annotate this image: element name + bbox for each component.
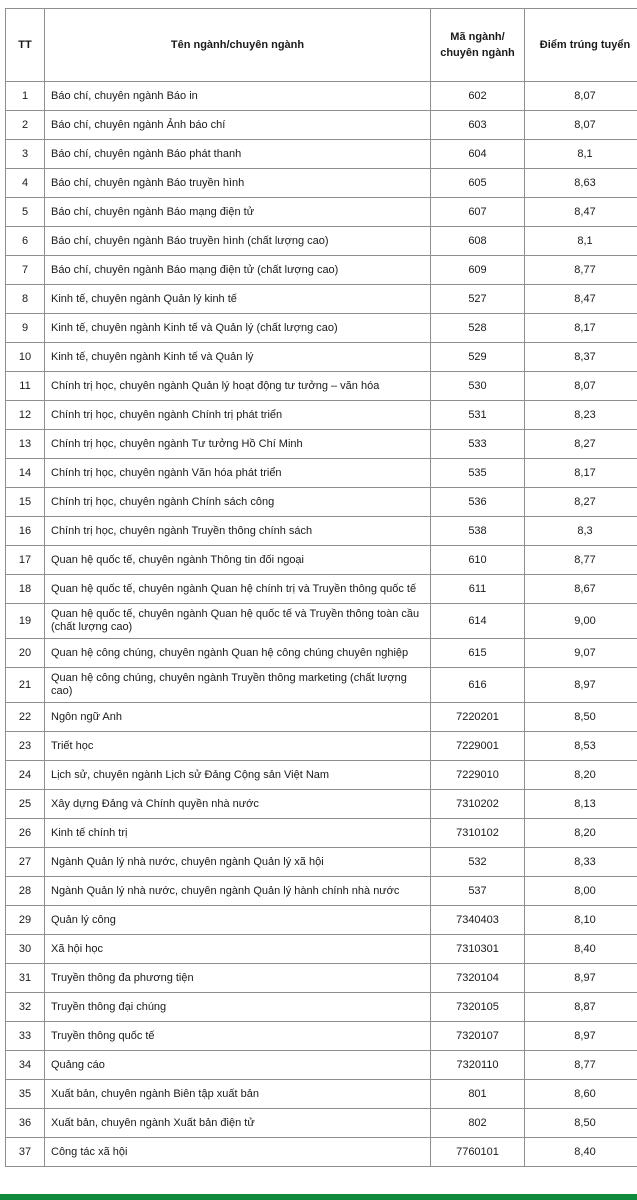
row-score: 8,07 (525, 372, 637, 401)
table-row (6, 401, 637, 430)
row-code: 535 (431, 459, 525, 488)
row-tt: 15 (6, 488, 45, 517)
table-row (6, 1109, 637, 1138)
row-score: 8,97 (525, 1022, 637, 1051)
row-tt: 13 (6, 430, 45, 459)
row-code: 532 (431, 848, 525, 877)
row-code: 611 (431, 575, 525, 604)
table-row (6, 314, 637, 343)
row-name: Kinh tế, chuyên ngành Kinh tế và Quản lý (chất lượng cao) (45, 314, 431, 343)
row-code: 603 (431, 111, 525, 140)
row-tt: 25 (6, 790, 45, 819)
row-tt: 27 (6, 848, 45, 877)
row-tt: 17 (6, 546, 45, 575)
row-tt: 9 (6, 314, 45, 343)
row-name: Kinh tế, chuyên ngành Quản lý kinh tế (45, 285, 431, 314)
row-code: 7320104 (431, 964, 525, 993)
table-row (6, 964, 637, 993)
row-tt: 14 (6, 459, 45, 488)
table-row (6, 430, 637, 459)
row-name: Truyền thông đa phương tiện (45, 964, 431, 993)
row-score: 8,97 (525, 964, 637, 993)
table-row (6, 668, 637, 703)
row-code: 602 (431, 82, 525, 111)
row-code: 529 (431, 343, 525, 372)
row-name: Báo chí, chuyên ngành Báo phát thanh (45, 140, 431, 169)
table-row (6, 703, 637, 732)
row-score: 8,77 (525, 1051, 637, 1080)
row-tt: 29 (6, 906, 45, 935)
row-tt: 23 (6, 732, 45, 761)
table-row (6, 372, 637, 401)
row-tt: 16 (6, 517, 45, 546)
row-score: 8,97 (525, 668, 637, 703)
table-row (6, 935, 637, 964)
row-code: 7220201 (431, 703, 525, 732)
row-score: 8,53 (525, 732, 637, 761)
row-name: Chính trị học, chuyên ngành Tư tưởng Hồ Chí Minh (45, 430, 431, 459)
table-row (6, 993, 637, 1022)
row-name: Quan hệ công chúng, chuyên ngành Truyền thông marketing (chất lượng cao) (45, 668, 431, 703)
row-tt: 28 (6, 877, 45, 906)
row-tt: 26 (6, 819, 45, 848)
row-tt: 4 (6, 169, 45, 198)
row-tt: 20 (6, 639, 45, 668)
table-row (6, 877, 637, 906)
row-code: 801 (431, 1080, 525, 1109)
row-name: Chính trị học, chuyên ngành Văn hóa phát triển (45, 459, 431, 488)
row-name: Chính trị học, chuyên ngành Chính sách công (45, 488, 431, 517)
row-code: 538 (431, 517, 525, 546)
row-tt: 33 (6, 1022, 45, 1051)
row-tt: 5 (6, 198, 45, 227)
row-name: Quan hệ quốc tế, chuyên ngành Quan hệ chính trị và Truyền thông quốc tế (45, 575, 431, 604)
row-score: 8,40 (525, 1138, 637, 1167)
row-tt: 6 (6, 227, 45, 256)
row-code: 527 (431, 285, 525, 314)
table-row (6, 169, 637, 198)
row-score: 8,47 (525, 285, 637, 314)
row-tt: 19 (6, 604, 45, 639)
row-score: 8,77 (525, 546, 637, 575)
header-name: Tên ngành/chuyên ngành (45, 9, 431, 82)
row-code: 610 (431, 546, 525, 575)
row-name: Báo chí, chuyên ngành Báo mạng điện tử (45, 198, 431, 227)
row-score: 8,27 (525, 430, 637, 459)
table-row (6, 488, 637, 517)
row-code: 7310202 (431, 790, 525, 819)
table-row (6, 459, 637, 488)
header-tt: TT (6, 9, 45, 82)
row-code: 7340403 (431, 906, 525, 935)
row-name: Triết học (45, 732, 431, 761)
table-row (6, 1022, 637, 1051)
row-name: Quan hệ công chúng, chuyên ngành Quan hệ công chúng chuyên nghiệp (45, 639, 431, 668)
row-name: Xuất bản, chuyên ngành Xuất bản điện tử (45, 1109, 431, 1138)
row-score: 9,00 (525, 604, 637, 639)
table-row (6, 732, 637, 761)
table-row (6, 848, 637, 877)
row-score: 8,27 (525, 488, 637, 517)
row-score: 8,50 (525, 1109, 637, 1138)
row-tt: 34 (6, 1051, 45, 1080)
row-name: Quan hệ quốc tế, chuyên ngành Quan hệ quốc tế và Truyền thông toàn cầu (chất lượng cao) (45, 604, 431, 639)
row-score: 8,47 (525, 198, 637, 227)
admission-scores-table-wrapper (5, 8, 637, 1167)
table-row (6, 198, 637, 227)
row-score: 8,87 (525, 993, 637, 1022)
row-code: 604 (431, 140, 525, 169)
row-name: Quảng cáo (45, 1051, 431, 1080)
row-name: Kinh tế chính trị (45, 819, 431, 848)
row-code: 802 (431, 1109, 525, 1138)
row-code: 7320105 (431, 993, 525, 1022)
footer-bar (0, 1194, 637, 1200)
table-row (6, 575, 637, 604)
row-tt: 30 (6, 935, 45, 964)
row-name: Công tác xã hội (45, 1138, 431, 1167)
header-code: Mã ngành/ chuyên ngành (431, 9, 525, 82)
table-row (6, 1051, 637, 1080)
row-name: Ngôn ngữ Anh (45, 703, 431, 732)
table-row (6, 819, 637, 848)
table-row (6, 639, 637, 668)
row-tt: 12 (6, 401, 45, 430)
row-code: 614 (431, 604, 525, 639)
row-name: Ngành Quản lý nhà nước, chuyên ngành Quản lý hành chính nhà nước (45, 877, 431, 906)
row-tt: 2 (6, 111, 45, 140)
row-score: 8,17 (525, 314, 637, 343)
table-header (6, 9, 637, 82)
row-name: Truyền thông quốc tế (45, 1022, 431, 1051)
table-row (6, 140, 637, 169)
row-tt: 35 (6, 1080, 45, 1109)
row-tt: 21 (6, 668, 45, 703)
row-name: Xây dựng Đảng và Chính quyền nhà nước (45, 790, 431, 819)
row-tt: 8 (6, 285, 45, 314)
row-name: Báo chí, chuyên ngành Báo in (45, 82, 431, 111)
row-tt: 3 (6, 140, 45, 169)
row-name: Quan hệ quốc tế, chuyên ngành Thông tin đối ngoại (45, 546, 431, 575)
row-score: 8,07 (525, 111, 637, 140)
row-code: 608 (431, 227, 525, 256)
row-score: 8,77 (525, 256, 637, 285)
row-code: 530 (431, 372, 525, 401)
row-name: Xã hội học (45, 935, 431, 964)
table-row (6, 82, 637, 111)
row-name: Báo chí, chuyên ngành Báo mạng điện tử (chất lượng cao) (45, 256, 431, 285)
row-code: 605 (431, 169, 525, 198)
row-tt: 18 (6, 575, 45, 604)
header-row (6, 9, 637, 82)
table-row (6, 790, 637, 819)
admission-scores-table (5, 8, 637, 1167)
row-code: 615 (431, 639, 525, 668)
row-score: 8,1 (525, 140, 637, 169)
row-tt: 11 (6, 372, 45, 401)
row-name: Kinh tế, chuyên ngành Kinh tế và Quản lý (45, 343, 431, 372)
table-row (6, 546, 637, 575)
row-score: 8,3 (525, 517, 637, 546)
row-score: 9,07 (525, 639, 637, 668)
row-name: Báo chí, chuyên ngành Báo truyền hình (chất lượng cao) (45, 227, 431, 256)
row-score: 8,60 (525, 1080, 637, 1109)
row-code: 7320107 (431, 1022, 525, 1051)
row-tt: 31 (6, 964, 45, 993)
table-row (6, 111, 637, 140)
row-score: 8,67 (525, 575, 637, 604)
table-row (6, 343, 637, 372)
row-score: 8,07 (525, 82, 637, 111)
row-name: Lịch sử, chuyên ngành Lịch sử Đảng Cộng sản Việt Nam (45, 761, 431, 790)
table-row (6, 1138, 637, 1167)
row-name: Báo chí, chuyên ngành Báo truyền hình (45, 169, 431, 198)
row-name: Truyền thông đại chúng (45, 993, 431, 1022)
row-score: 8,13 (525, 790, 637, 819)
row-code: 533 (431, 430, 525, 459)
row-score: 8,1 (525, 227, 637, 256)
row-name: Chính trị học, chuyên ngành Truyền thông chính sách (45, 517, 431, 546)
row-score: 8,23 (525, 401, 637, 430)
row-tt: 37 (6, 1138, 45, 1167)
row-name: Quản lý công (45, 906, 431, 935)
header-score: Điểm trúng tuyển (525, 9, 637, 82)
row-name: Chính trị học, chuyên ngành Quản lý hoạt động tư tưởng – văn hóa (45, 372, 431, 401)
row-code: 531 (431, 401, 525, 430)
table-row (6, 604, 637, 639)
row-code: 7310301 (431, 935, 525, 964)
table-row (6, 256, 637, 285)
row-tt: 22 (6, 703, 45, 732)
row-score: 8,17 (525, 459, 637, 488)
row-score: 8,37 (525, 343, 637, 372)
row-score: 8,63 (525, 169, 637, 198)
row-score: 8,10 (525, 906, 637, 935)
row-code: 7229001 (431, 732, 525, 761)
table-row (6, 227, 637, 256)
row-score: 8,50 (525, 703, 637, 732)
row-score: 8,40 (525, 935, 637, 964)
row-tt: 24 (6, 761, 45, 790)
table-row (6, 285, 637, 314)
row-tt: 7 (6, 256, 45, 285)
row-code: 7320110 (431, 1051, 525, 1080)
table-row (6, 906, 637, 935)
table-row (6, 761, 637, 790)
row-code: 537 (431, 877, 525, 906)
row-tt: 36 (6, 1109, 45, 1138)
row-name: Ngành Quản lý nhà nước, chuyên ngành Quản lý xã hội (45, 848, 431, 877)
row-name: Chính trị học, chuyên ngành Chính trị phát triển (45, 401, 431, 430)
row-tt: 32 (6, 993, 45, 1022)
row-score: 8,00 (525, 877, 637, 906)
row-code: 7760101 (431, 1138, 525, 1167)
row-code: 536 (431, 488, 525, 517)
row-score: 8,20 (525, 761, 637, 790)
row-name: Xuất bản, chuyên ngành Biên tập xuất bản (45, 1080, 431, 1109)
row-code: 616 (431, 668, 525, 703)
row-code: 528 (431, 314, 525, 343)
row-tt: 1 (6, 82, 45, 111)
row-code: 609 (431, 256, 525, 285)
row-code: 607 (431, 198, 525, 227)
row-code: 7229010 (431, 761, 525, 790)
row-score: 8,20 (525, 819, 637, 848)
row-code: 7310102 (431, 819, 525, 848)
table-row (6, 1080, 637, 1109)
table-row (6, 517, 637, 546)
row-score: 8,33 (525, 848, 637, 877)
row-tt: 10 (6, 343, 45, 372)
row-name: Báo chí, chuyên ngành Ảnh báo chí (45, 111, 431, 140)
table-body (6, 82, 637, 1167)
